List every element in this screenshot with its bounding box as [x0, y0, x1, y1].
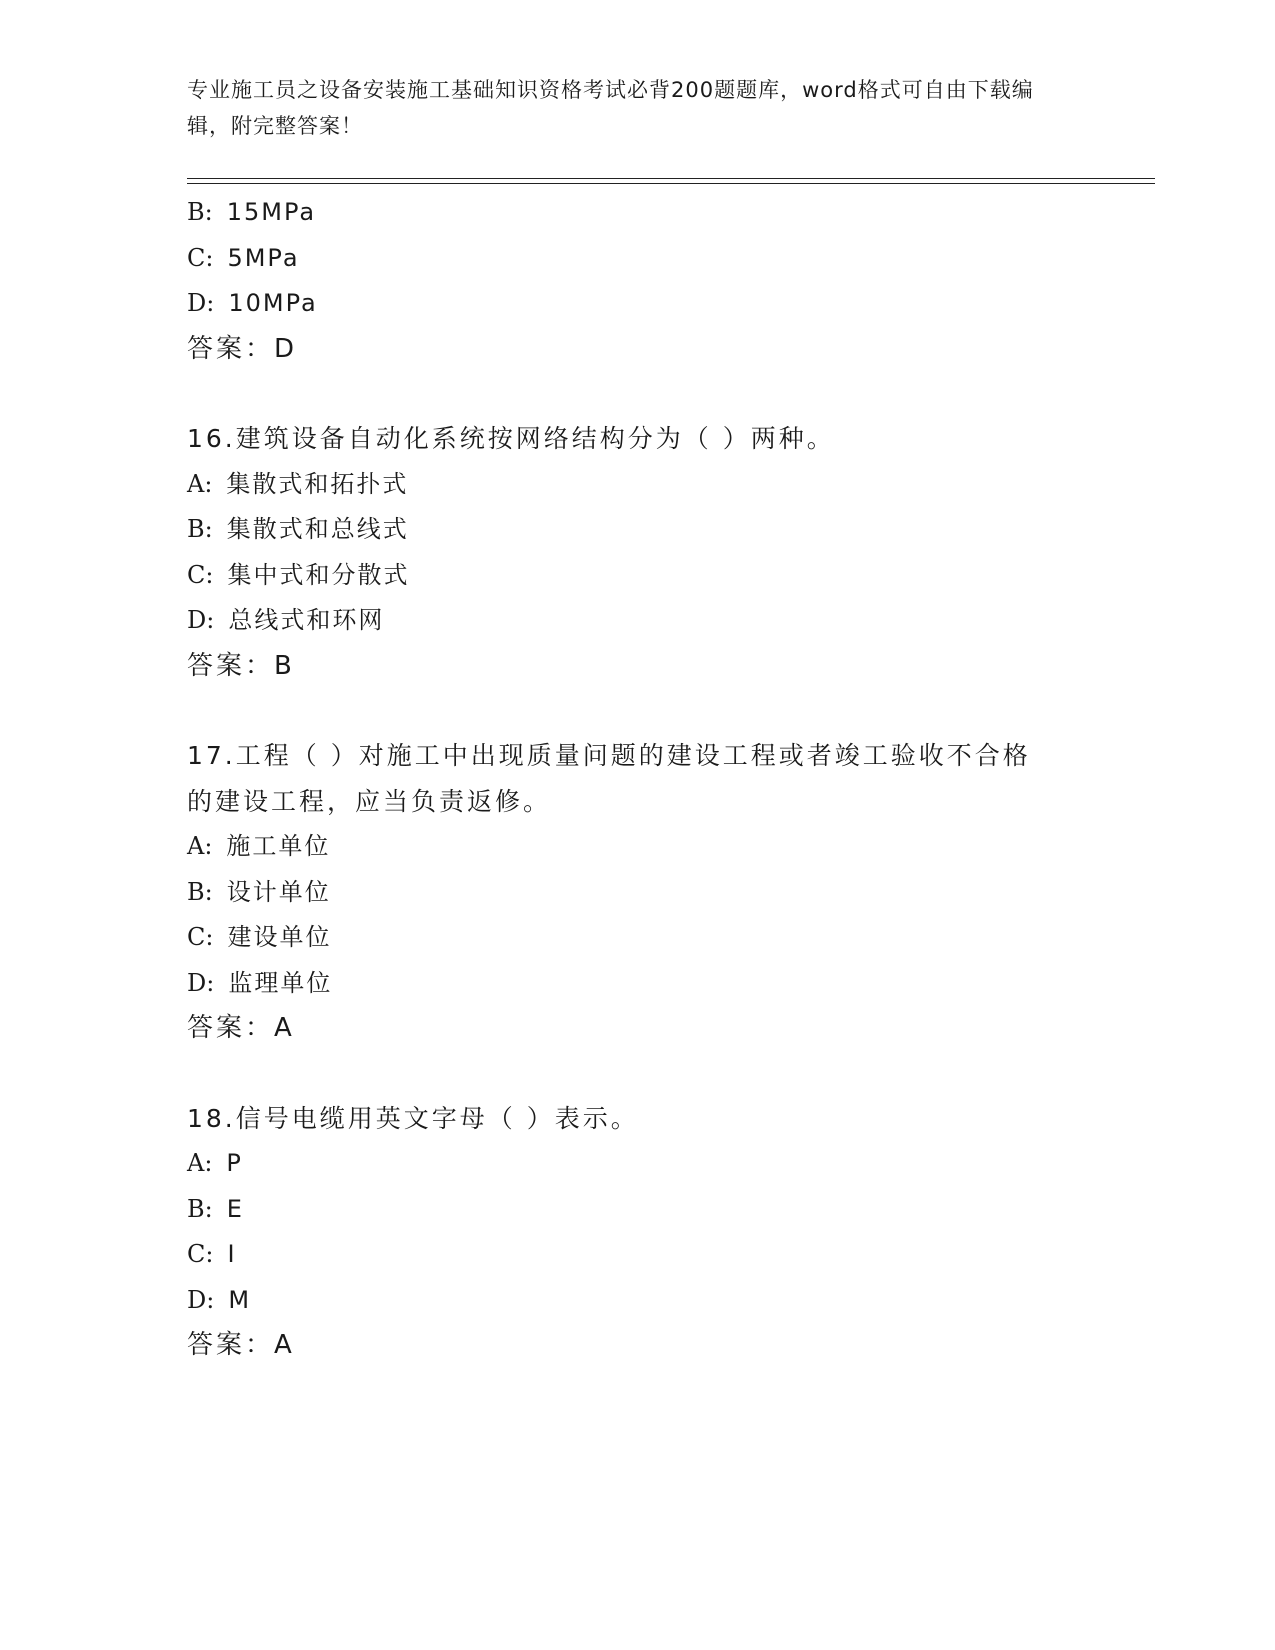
option-letter: D:	[187, 1285, 215, 1314]
option-a	[187, 1141, 1067, 1187]
option-letter: D:	[187, 606, 215, 634]
option-text: 集散式和总线式	[226, 515, 409, 543]
option-text: I	[227, 1240, 237, 1268]
header-divider	[187, 183, 1155, 184]
option-text: 集中式和分散式	[227, 560, 410, 589]
option-c	[187, 915, 1067, 961]
answer-line: 答案：A	[187, 1330, 295, 1360]
option-text: 集散式和拓扑式	[226, 469, 409, 498]
answer-line: 答案：A	[187, 1013, 295, 1043]
option-letter: C:	[187, 560, 214, 589]
question-stem: 16.建筑设备自动化系统按网络结构分为（ ）两种。	[187, 424, 835, 453]
option-letter: A:	[187, 1149, 213, 1177]
option-text: 建设单位	[227, 923, 332, 951]
option-text: P	[226, 1149, 243, 1177]
option-a	[187, 462, 1067, 508]
question-stem: 18.信号电缆用英文字母（ ）表示。	[187, 1103, 639, 1133]
option-d	[187, 598, 1067, 644]
option-letter: C:	[187, 923, 214, 951]
option-c	[187, 553, 1067, 599]
option-c	[187, 1232, 1067, 1278]
option-b	[187, 507, 1067, 553]
option-text: 10MPa	[228, 289, 318, 317]
question-18	[187, 1096, 1067, 1369]
option-letter: A:	[187, 469, 213, 498]
option-letter: B:	[187, 1194, 213, 1223]
option-text: 设计单位	[226, 877, 331, 906]
option-text: 15MPa	[226, 198, 317, 226]
option-text: 总线式和环网	[228, 606, 385, 634]
option-text: 5MPa	[227, 243, 300, 272]
option-d	[187, 1278, 1067, 1324]
answer-line: 答案：B	[187, 650, 295, 681]
option-text: 施工单位	[226, 832, 331, 860]
answer-line: 答案：D	[187, 333, 298, 364]
option-letter: D:	[187, 968, 215, 997]
option-letter: C:	[187, 1240, 214, 1268]
option-d	[187, 281, 1067, 327]
option-letter: B:	[187, 198, 213, 226]
page-header: 专业施工员之设备安装施工基础知识资格考试必背200题题库，word格式可自由下载编辑，附完整答案！	[187, 78, 1034, 138]
option-letter: B:	[187, 877, 213, 906]
option-a	[187, 824, 1067, 870]
option-text: M	[228, 1285, 252, 1314]
option-b	[187, 870, 1067, 916]
option-b	[187, 190, 1067, 236]
option-text: 监理单位	[228, 968, 333, 997]
option-letter: C:	[187, 243, 214, 272]
option-text: E	[226, 1194, 244, 1223]
question-17	[187, 733, 1067, 1052]
option-letter: A:	[187, 832, 213, 860]
option-c	[187, 236, 1067, 282]
question-list	[187, 190, 1067, 1369]
continued-question	[187, 190, 1067, 372]
header-divider	[187, 178, 1155, 179]
option-d	[187, 961, 1067, 1007]
question-16	[187, 416, 1067, 689]
option-b	[187, 1187, 1067, 1233]
question-stem: 17.工程（ ）对施工中出现质量问题的建设工程或者竣工验收不合格的建设工程，应当负责返修。	[187, 741, 1031, 816]
option-letter: B:	[187, 515, 213, 543]
option-letter: D:	[187, 289, 215, 317]
